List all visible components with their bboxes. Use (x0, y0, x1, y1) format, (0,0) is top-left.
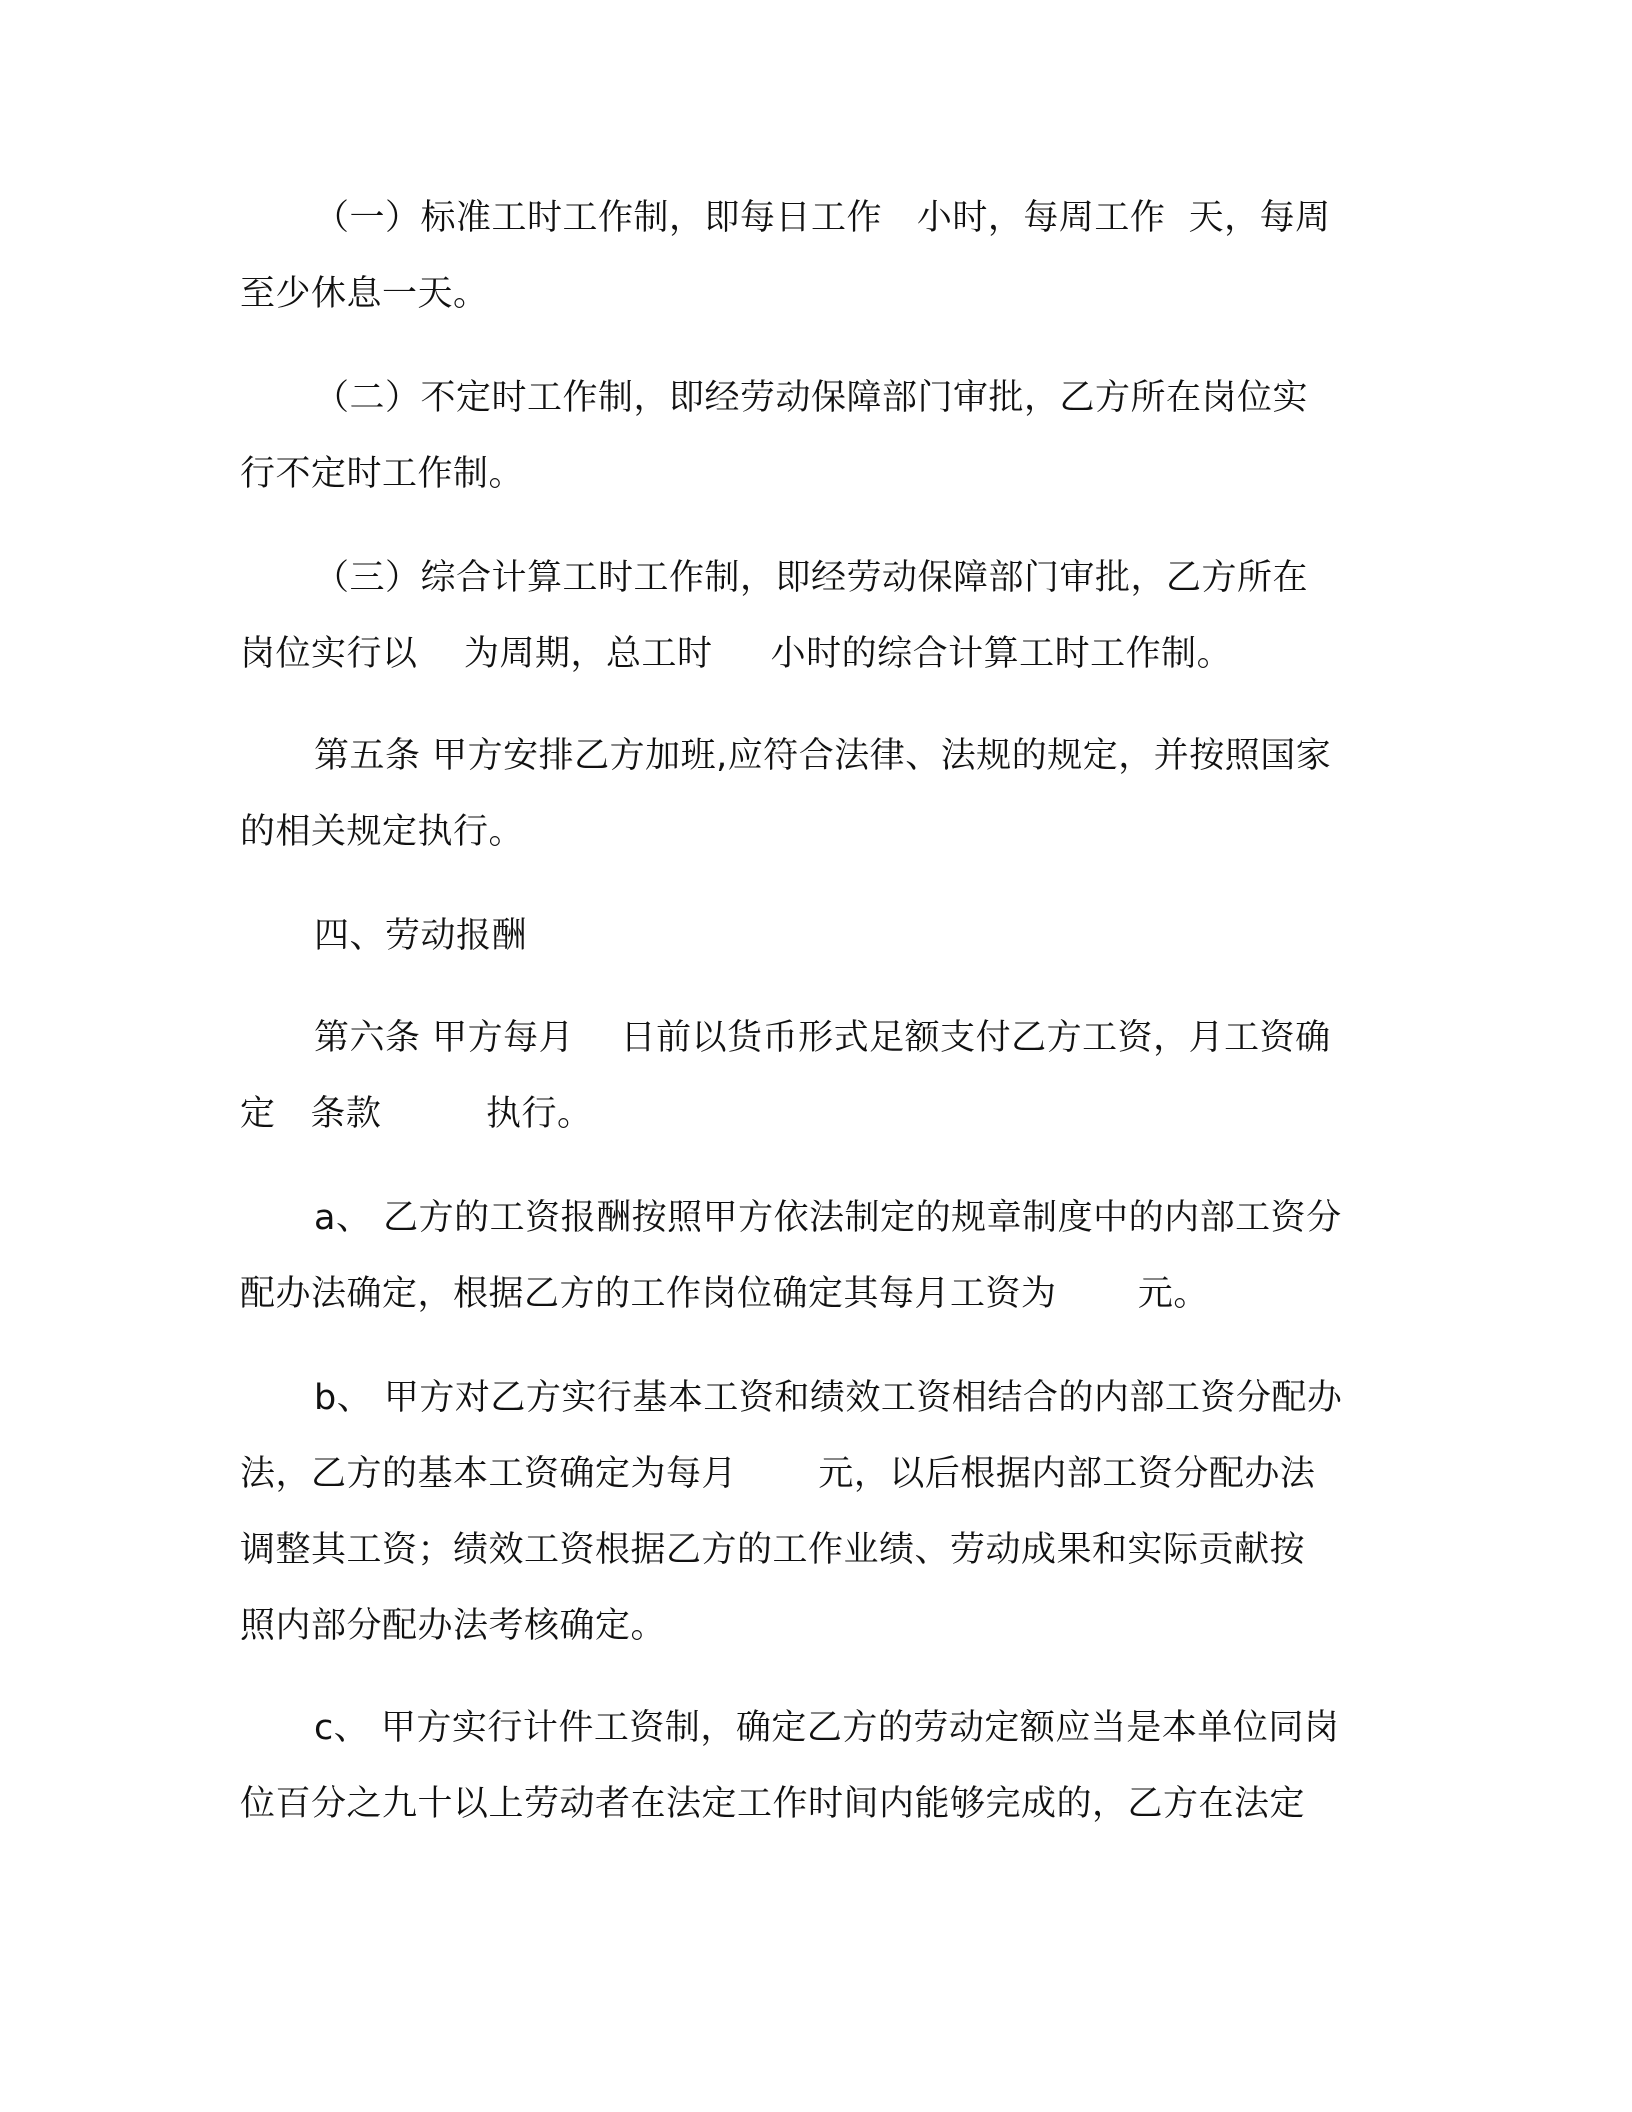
para-1-line-1: （一）标准工时工作制，即每日工作 小时，每周工作 天，每周 (314, 198, 1331, 238)
article-6-line-2: 定 条款 执行。 (240, 1094, 593, 1134)
item-b-line-2: 法，乙方的基本工资确定为每月 元，以后根据内部工资分配办法 (240, 1454, 1316, 1494)
para-3-line-1: （三）综合计算工时工作制，即经劳动保障部门审批，乙方所在 (314, 558, 1309, 598)
item-c-line-1: c、 甲方实行计件工资制，确定乙方的劳动定额应当是本单位同岗 (314, 1708, 1340, 1748)
item-b-line-4: 照内部分配办法考核确定。 (240, 1606, 667, 1646)
section-heading-labor-pay: 四、劳动报酬 (314, 916, 528, 956)
para-1-line-2: 至少休息一天。 (240, 274, 489, 314)
article-5-line-1: 第五条 甲方安排乙方加班,应符合法律、法规的规定，并按照国家 (314, 736, 1332, 776)
article-6-line-1: 第六条 甲方每月 日前以货币形式足额支付乙方工资，月工资确 (314, 1018, 1331, 1058)
item-b-line-3: 调整其工资；绩效工资根据乙方的工作业绩、劳动成果和实际贡献按 (240, 1530, 1306, 1570)
item-a-line-1: a、 乙方的工资报酬按照甲方依法制定的规章制度中的内部工资分 (314, 1198, 1342, 1238)
item-a-line-2: 配办法确定，根据乙方的工作岗位确定其每月工资为 元。 (240, 1274, 1209, 1314)
item-b-line-1: b、 甲方对乙方实行基本工资和绩效工资相结合的内部工资分配办 (314, 1378, 1343, 1418)
article-5-line-2: 的相关规定执行。 (240, 812, 525, 852)
item-c-line-2: 位百分之九十以上劳动者在法定工作时间内能够完成的，乙方在法定 (240, 1784, 1306, 1824)
para-3-line-2: 岗位实行以 为周期，总工时 小时的综合计算工时工作制。 (240, 634, 1233, 674)
para-2-line-1: （二）不定时工作制，即经劳动保障部门审批，乙方所在岗位实 (314, 378, 1309, 418)
para-2-line-2: 行不定时工作制。 (240, 454, 525, 494)
